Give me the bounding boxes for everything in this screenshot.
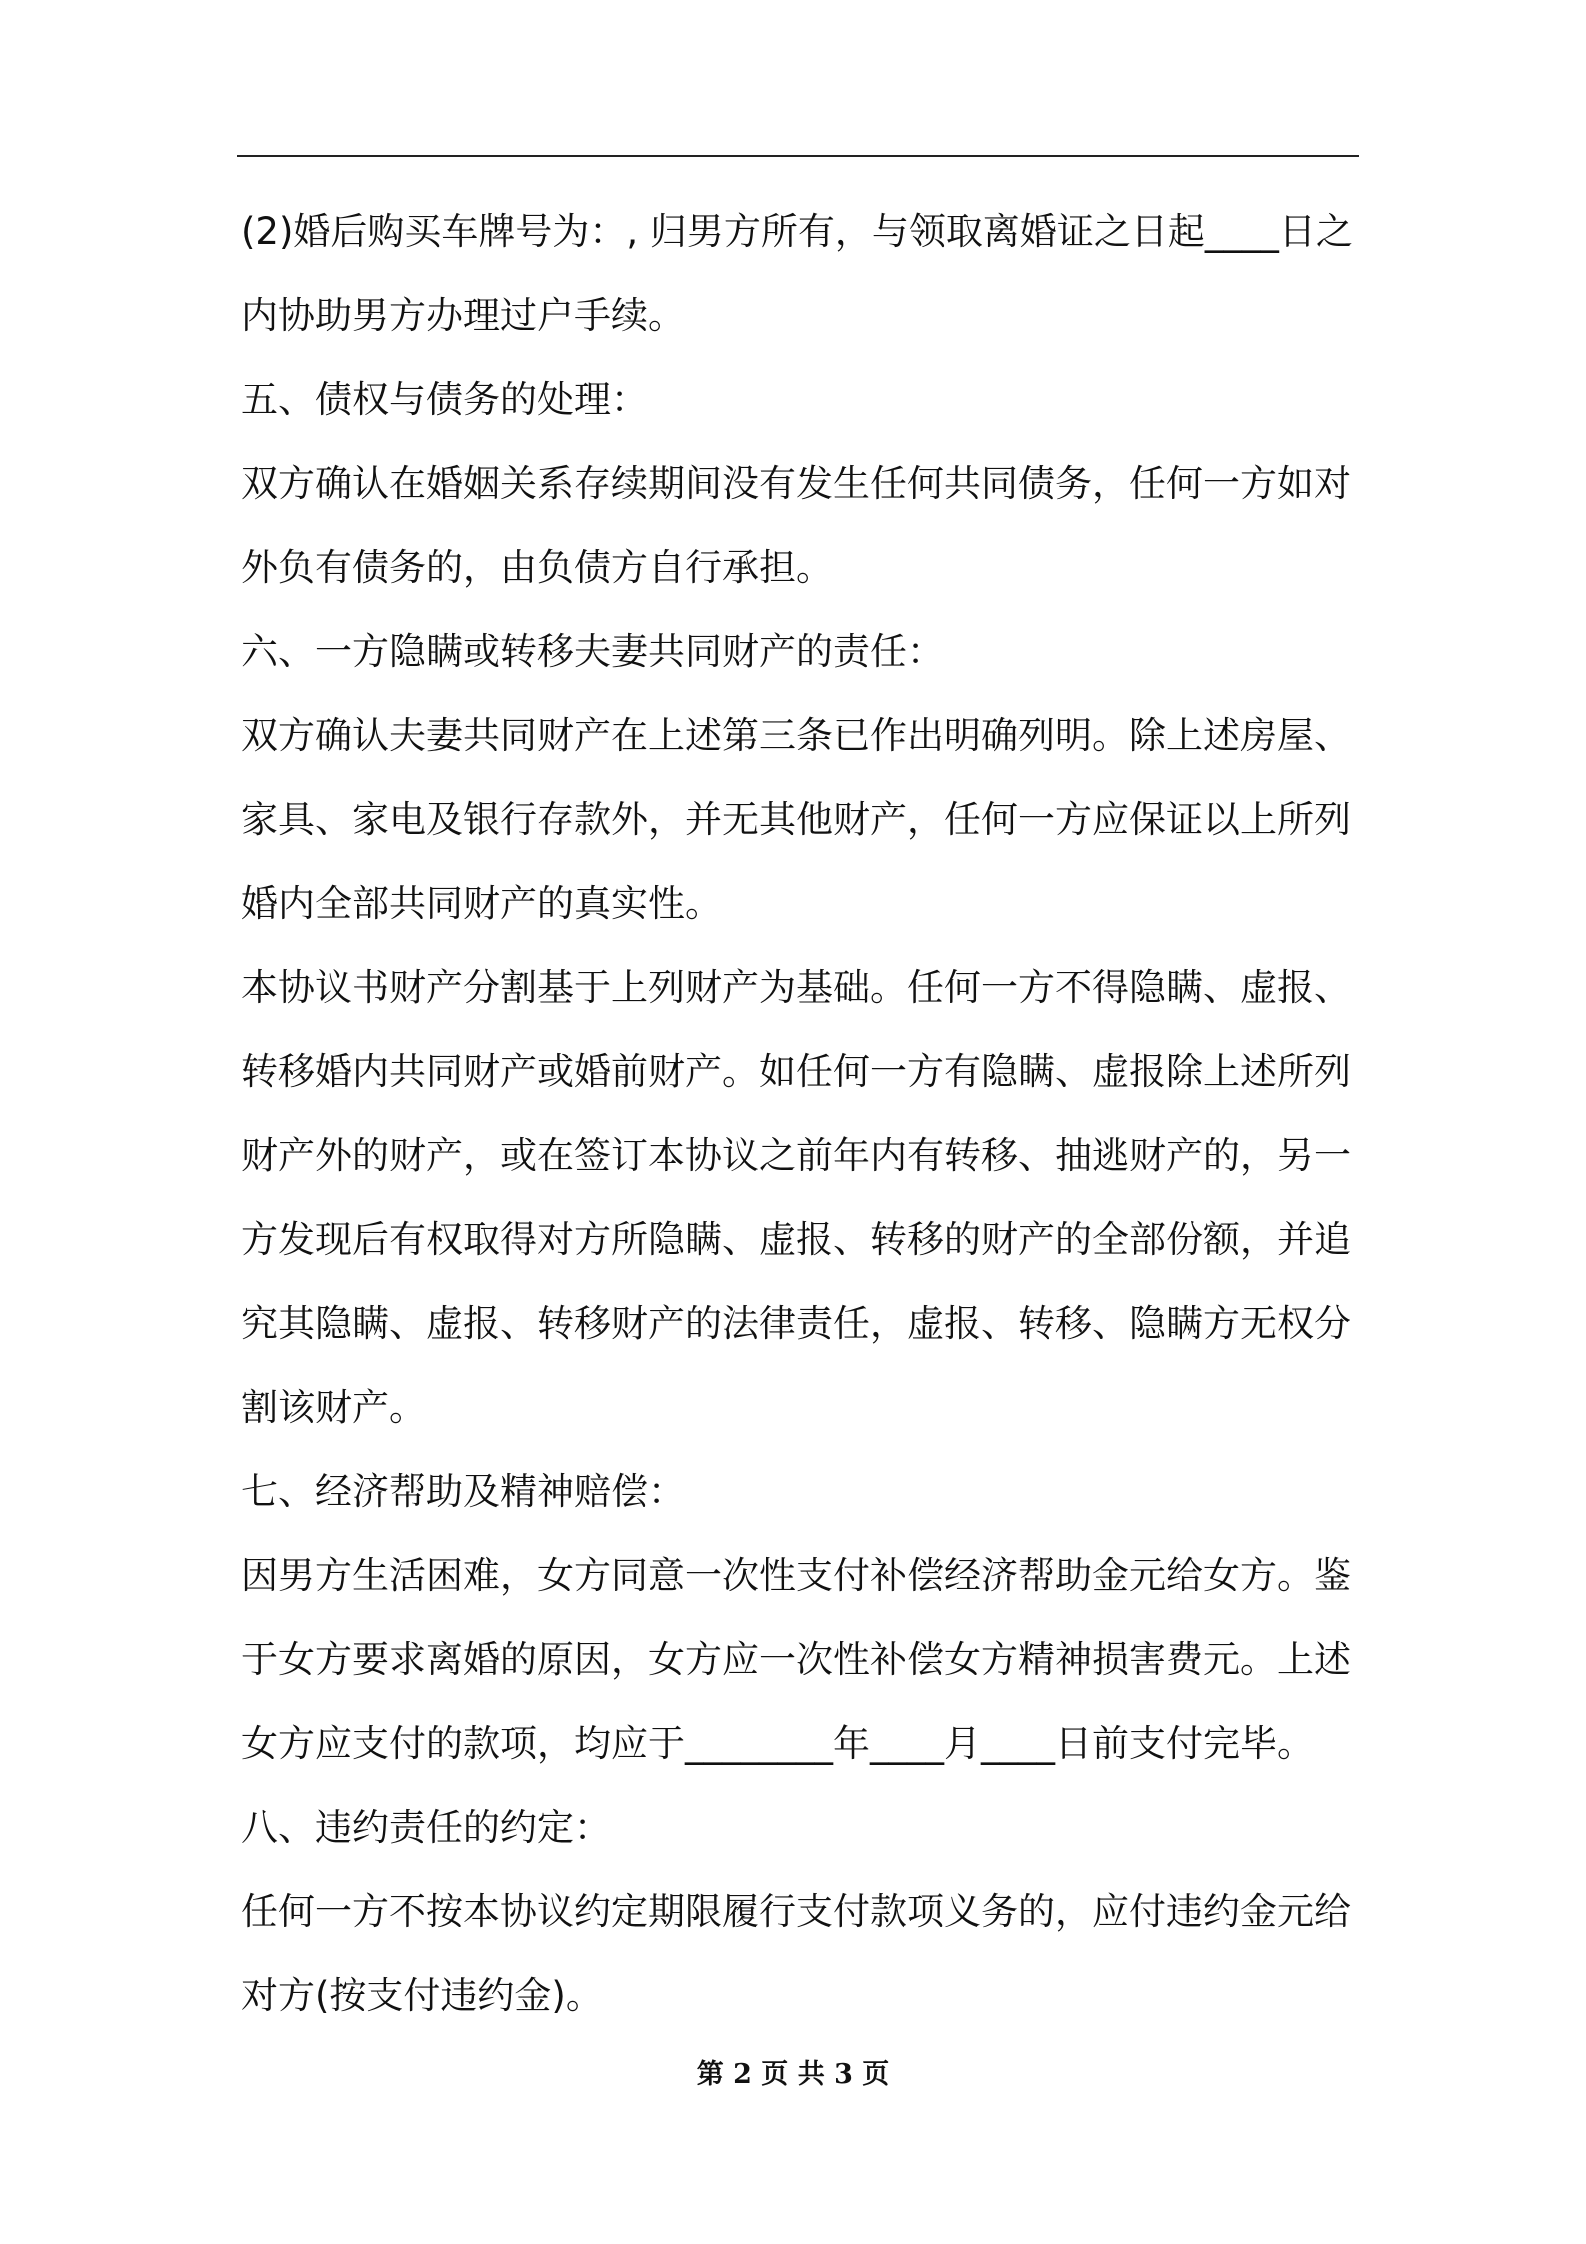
document-body	[241, 190, 1361, 2038]
text-line: 究其隐瞒、虚报、转移财产的法律责任，虚报、转移、隐瞒方无权分	[241, 1302, 1351, 1345]
text-line: 于女方要求离婚的原因，女方应一次性补偿女方精神损害费元。上述	[241, 1638, 1351, 1681]
text-line: 任何一方不按本协议约定期限履行支付款项义务的，应付违约金元给	[241, 1890, 1351, 1933]
page-number: 第 2 页 共 3 页	[696, 2059, 890, 2090]
header-rule	[237, 155, 1359, 157]
text-line: 财产外的财产，或在签订本协议之前年内有转移、抽逃财产的，另一	[241, 1134, 1351, 1177]
text-line: 本协议书财产分割基于上列财产为基础。任何一方不得隐瞒、虚报、	[241, 966, 1351, 1009]
section-heading: 六、一方隐瞒或转移夫妻共同财产的责任：	[241, 630, 944, 673]
text-line: 女方应支付的款项，均应于________年____月____日前支付完毕。	[241, 1722, 1314, 1765]
text-line: 方发现后有权取得对方所隐瞒、虚报、转移的财产的全部份额，并追	[241, 1218, 1351, 1261]
text-line: 婚内全部共同财产的真实性。	[241, 882, 722, 925]
section-heading: 七、经济帮助及精神赔偿：	[241, 1470, 685, 1513]
text-line: 外负有债务的，由负债方自行承担。	[241, 546, 833, 589]
text-line: (2)婚后购买车牌号为：, 归男方所有，与领取离婚证之日起____日之	[241, 210, 1353, 253]
text-line: 因男方生活困难，女方同意一次性支付补偿经济帮助金元给女方。鉴	[241, 1554, 1351, 1597]
text-line: 家具、家电及银行存款外，并无其他财产，任何一方应保证以上所列	[241, 798, 1351, 841]
section-heading: 八、违约责任的约定：	[241, 1806, 611, 1849]
text-line: 双方确认在婚姻关系存续期间没有发生任何共同债务，任何一方如对	[241, 462, 1351, 505]
text-line: 双方确认夫妻共同财产在上述第三条已作出明确列明。除上述房屋、	[241, 714, 1351, 757]
text-line: 内协助男方办理过户手续。	[241, 294, 685, 337]
text-line: 割该财产。	[241, 1386, 426, 1429]
section-heading: 五、债权与债务的处理：	[241, 378, 648, 421]
text-line: 对方(按支付违约金)。	[241, 1974, 603, 2017]
text-line: 转移婚内共同财产或婚前财产。如任何一方有隐瞒、虚报除上述所列	[241, 1050, 1351, 1093]
